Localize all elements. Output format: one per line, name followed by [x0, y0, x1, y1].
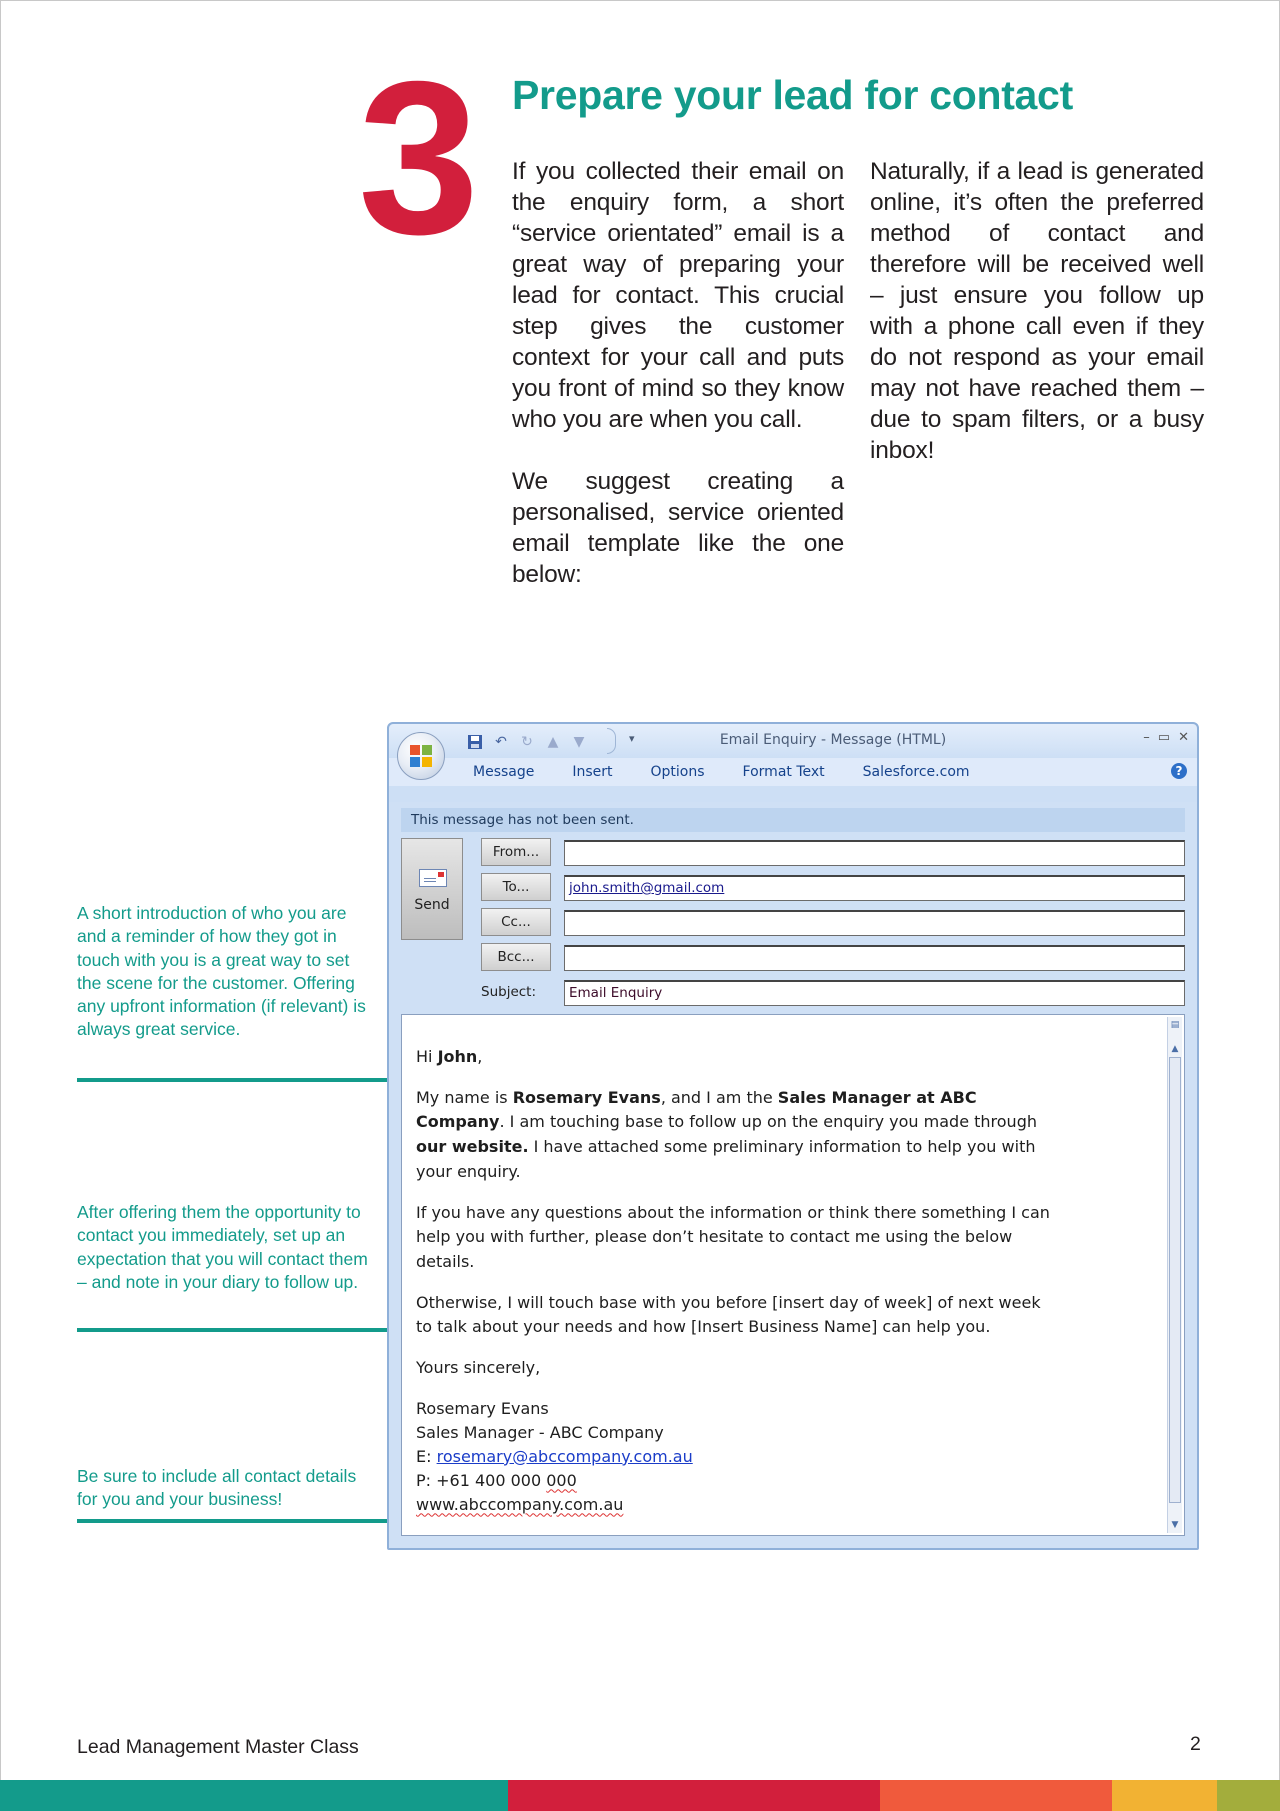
cc-field[interactable] [564, 910, 1185, 936]
p1-sender-name: Rosemary Evans [512, 1087, 661, 1107]
tab-options[interactable]: Options [650, 764, 705, 780]
title-bar [389, 724, 1197, 758]
p1-text-2: , and I am the [660, 1087, 778, 1107]
send-button[interactable] [401, 838, 463, 940]
sig-name: Rosemary Evans [416, 1398, 549, 1418]
right-column [870, 156, 1204, 497]
annotation-follow-up: After offering them the opportunity to contact you immediately, set up an expectation that you will contact them – and note in your diary to follow up. [77, 1202, 368, 1292]
right-paragraph-1: Naturally, if a lead is generated online, it’s often the preferred method of contact and therefore will be received well – just ensure you follow up with a phone call even if they do not respond as your email may not have reached them – due to spam filters, or a busy inbox! [870, 158, 1204, 464]
ribbon-tabs [473, 764, 1008, 780]
scroll-down-icon[interactable]: ▼ [1171, 1520, 1179, 1530]
p1-sender-role: Sales Manager at ABC Company [416, 1087, 977, 1132]
sig-phone-last: 000 [546, 1470, 577, 1490]
bcc-field[interactable] [564, 945, 1185, 971]
tab-insert[interactable]: Insert [572, 764, 613, 780]
left-column [512, 156, 844, 621]
color-band-orange [880, 1780, 1112, 1811]
p1-text-1: My name is [416, 1087, 513, 1107]
window-title: Email Enquiry - Message (HTML) [719, 732, 947, 748]
redo-icon[interactable]: ↻ [521, 734, 533, 750]
tab-salesforce[interactable]: Salesforce.com [862, 764, 970, 780]
ruler-toggle-icon[interactable]: ▤ [1170, 1020, 1180, 1030]
sig-phone-line [416, 1469, 1056, 1493]
sig-website-text: www.abccompany.com.au [416, 1494, 624, 1514]
tab-message[interactable]: Message [473, 764, 535, 780]
from-button[interactable]: From... [481, 838, 551, 866]
greeting-prefix: Hi [416, 1047, 438, 1066]
office-button[interactable] [397, 732, 445, 780]
help-icon[interactable]: ? [1171, 763, 1187, 779]
envelope-icon [419, 869, 447, 887]
sig-email-label: E: [416, 1446, 437, 1466]
office-logo-icon [410, 745, 432, 767]
p1-text-3: . I am touching base to follow up on the enquiry you made through [499, 1112, 1037, 1132]
subject-value: Email Enquiry [569, 985, 663, 1001]
window-controls [1143, 730, 1189, 745]
send-label: Send [414, 897, 450, 913]
greeting-name: John [437, 1047, 478, 1066]
page-number: 2 [1190, 1733, 1201, 1755]
p1-source: our website. [416, 1137, 529, 1157]
close-icon[interactable]: ✕ [1178, 730, 1189, 745]
left-paragraph-1: If you collected their email on the enquiry form, a short “service orientated” email is a great way of preparing your lead for contact. This crucial step gives the customer context for your call and puts you front of mind so they know who you are when you call. [512, 158, 844, 433]
footer-title: Lead Management Master Class [77, 1736, 359, 1758]
body-paragraph-3: Otherwise, I will touch base with you before [insert day of week] of next week to talk about your needs and how [Insert Business Name] can help you. [416, 1292, 1041, 1337]
sig-email-link[interactable]: rosemary@abccompany.com.au [436, 1446, 693, 1466]
scroll-up-icon[interactable]: ▲ [1171, 1044, 1179, 1054]
message-body[interactable] [401, 1014, 1185, 1536]
cc-button[interactable]: Cc... [481, 908, 551, 936]
customize-toolbar-icon[interactable]: ▾ [629, 732, 635, 745]
undo-icon[interactable]: ↶ [495, 734, 507, 750]
sig-title: Sales Manager - ABC Company [416, 1422, 664, 1442]
color-band-red [508, 1780, 880, 1811]
color-band-green [1217, 1780, 1280, 1811]
up-arrow-icon[interactable]: ▲ [547, 734, 559, 750]
tab-format-text[interactable]: Format Text [742, 764, 825, 780]
closing: Yours sincerely, [416, 1358, 541, 1378]
left-paragraph-2: We suggest creating a personalised, service oriented email template like the one below: [512, 468, 844, 588]
to-button[interactable]: To... [481, 873, 551, 901]
vertical-scrollbar[interactable] [1167, 1017, 1182, 1533]
p1-text-4: I have attached some preliminary information to help you with your enquiry. [416, 1137, 1036, 1181]
greeting-suffix: , [477, 1047, 483, 1066]
sig-email-line [416, 1445, 1056, 1469]
body-paragraph-1 [416, 1086, 1056, 1185]
to-field[interactable] [564, 875, 1185, 901]
ribbon-collapsed-area [389, 786, 1197, 802]
body-paragraph-2: If you have any questions about the information or think there something I can help you with further, please don’t hesitate to contact me using the below details. [416, 1202, 1050, 1271]
color-band-teal [0, 1780, 508, 1811]
info-bar: This message has not been sent. [401, 808, 1185, 832]
annotation-contact-details: Be sure to include all contact details for you and your business! [77, 1466, 357, 1510]
annotation-intro: A short introduction of who you are and a reminder of how they got in touch with you is a great way to set the scene for the customer. Offering any upfront information (if relevant) is always great service. [77, 903, 366, 1040]
bcc-button[interactable]: Bcc... [481, 943, 551, 971]
color-band-yellow [1112, 1780, 1217, 1811]
from-field[interactable] [564, 840, 1185, 866]
sig-website [416, 1493, 1056, 1517]
email-window [387, 722, 1199, 1550]
subject-label: Subject: [481, 984, 537, 1000]
message-text [416, 1045, 1056, 1517]
step-number: 3 [358, 37, 472, 280]
scroll-thumb[interactable] [1169, 1057, 1181, 1503]
section-title: Prepare your lead for contact [512, 72, 1073, 118]
signature [416, 1397, 1056, 1517]
minimize-icon[interactable]: – [1143, 730, 1150, 745]
ribbon [389, 758, 1197, 787]
down-arrow-icon[interactable]: ▼ [573, 734, 585, 750]
to-recipient[interactable]: john.smith@gmail.com [569, 880, 725, 896]
subject-field[interactable] [564, 980, 1185, 1006]
greeting [416, 1045, 1056, 1070]
maximize-icon[interactable]: ▭ [1157, 730, 1171, 745]
sig-phone-label: P: +61 400 000 [416, 1470, 547, 1490]
